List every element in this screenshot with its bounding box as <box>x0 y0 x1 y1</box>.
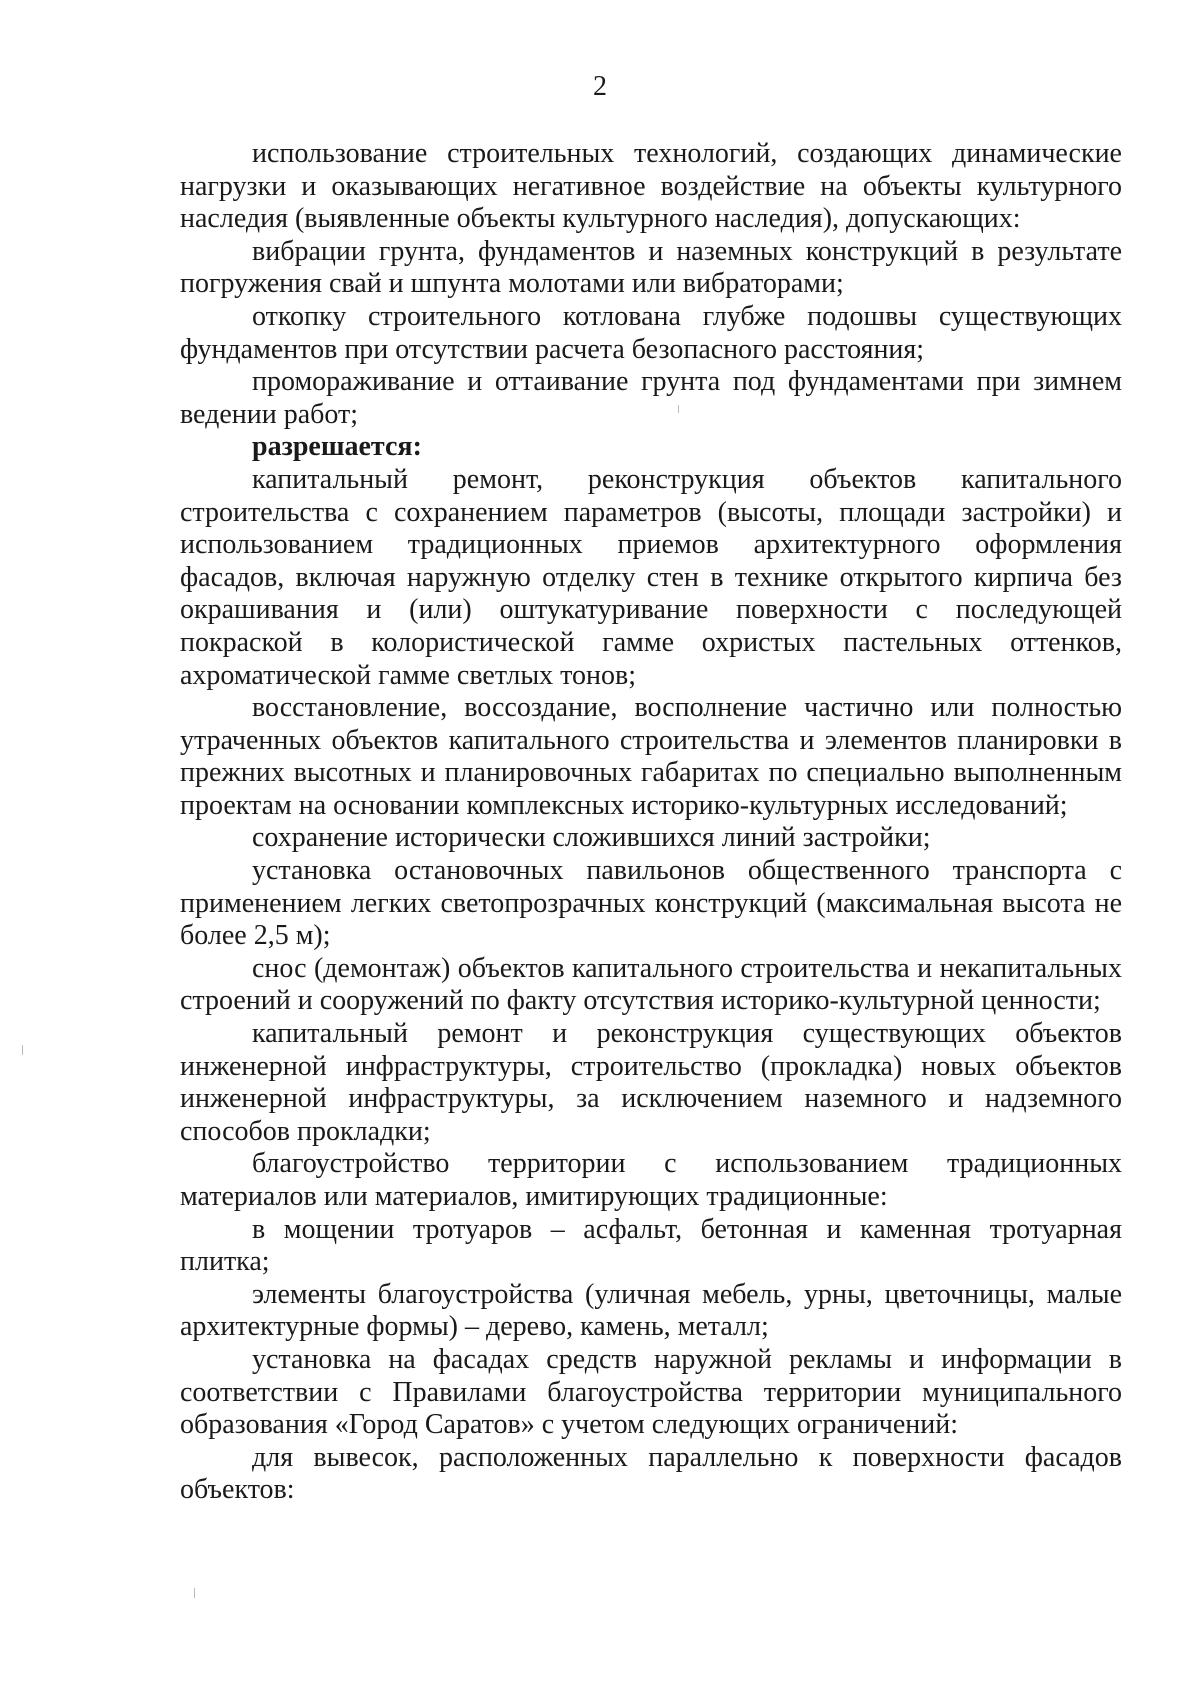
paragraph-6: капитальный ремонт, реконструкция объектов капитального строительства с сохранением параметров (высоты, площади застройки) и использованием традиционных приемов архитектурного оформления фасадов, включая наружную отделку стен в технике открытого кирпича без окрашивания и (или) оштукатуривание поверхности с последующей покраской в колористической гамме охристых пастельных оттенков, ахроматической гамме светлых тонов; <box>180 463 1122 691</box>
paragraph-14: элементы благоустройства (уличная мебель, урны, цветочницы, малые архитектурные формы) – дерево, камень, металл; <box>180 1278 1122 1343</box>
paragraph-12: благоустройство территории с использованием традиционных материалов или материалов, имитирующих традиционные: <box>180 1148 1122 1212</box>
paragraph-16: для вывесок, расположенных параллельно к поверхности фасадов объектов: <box>180 1441 1122 1506</box>
paragraph-9: установка остановочных павильонов общественного транспорта с применением легких светопрозрачных конструкций (максимальная высота не более 2,5 м); <box>180 855 1122 952</box>
page-number: 2 <box>593 71 607 102</box>
paragraph-13: в мощении тротуаров – асфальт, бетонная и каменная тротуарная плитка; <box>180 1213 1122 1278</box>
scan-artifact <box>194 1588 195 1598</box>
paragraph-2: вибрации грунта, фундаментов и наземных конструкций в результате погружения свай и шпунта молотами или вибраторами; <box>180 235 1122 300</box>
scan-artifact <box>22 1045 23 1055</box>
paragraph-15: установка на фасадах средств наружной рекламы и информации в соответствии с Правилами благоустройства территории муниципального образования «Город Саратов» с учетом следующих ограничений: <box>180 1343 1122 1441</box>
paragraph-3: откопку строительного котлована глубже подошвы существующих фундаментов при отсутствии расчета безопасного расстояния; <box>180 300 1122 365</box>
section-heading-allowed: разрешается: <box>252 431 422 463</box>
paragraph-4: промораживание и оттаивание грунта под фундаментами при зимнем ведении работ; <box>180 366 1122 430</box>
paragraph-7: восстановление, воссоздание, восполнение частично или полностью утраченных объектов капитального строительства и элементов планировки в прежних высотных и планировочных габаритах по специально выполненным проектам на основании комплексных историко-культурных исследований; <box>180 692 1122 821</box>
scan-artifact <box>678 405 679 413</box>
paragraph-1: использование строительных технологий, создающих динамические нагрузки и оказывающих негативное воздействие на объекты культурного наследия (выявленные объекты культурного наследия), допускающих: <box>180 138 1122 235</box>
paragraph-11: капитальный ремонт и реконструкция существующих объектов инженерной инфраструктуры, строительство (прокладка) новых объектов инженерной инфраструктуры, за исключением наземного и надземного способов прокладки; <box>180 1018 1122 1147</box>
paragraph-8: сохранение исторически сложившихся линий застройки; <box>252 822 931 854</box>
paragraph-10: снос (демонтаж) объектов капитального строительства и некапитальных строений и сооружений по факту отсутствия историко-культурной ценности; <box>180 952 1122 1017</box>
document-body <box>180 138 1122 1507</box>
